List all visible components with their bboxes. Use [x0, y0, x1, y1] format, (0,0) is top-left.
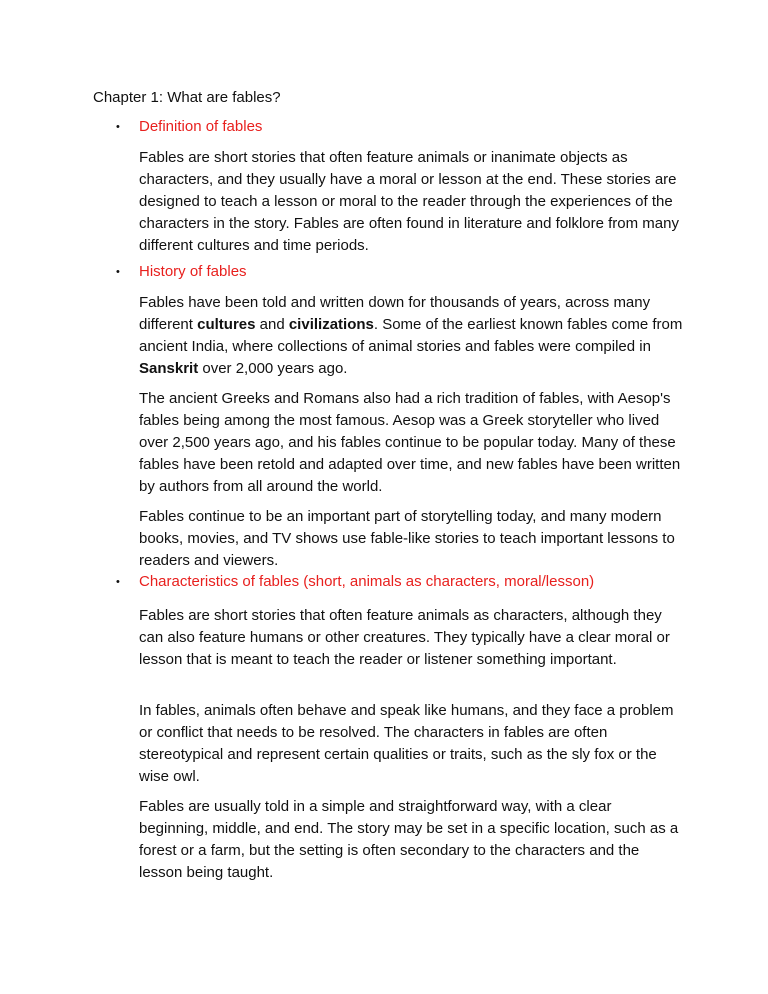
paragraph: The ancient Greeks and Romans also had a rich tradition of fables, with Aesop's fables being among the most famous. Aesop was a Greek storyteller who lived over 2,500 years ago, and his fables continue to be popular today. Many of these fables have been retold and adapted over time, and new fables have been written by authors from all around the world.	[139, 390, 681, 495]
paragraph: Fables are short stories that often feature animals or inanimate objects as characters, and they usually have a moral or lesson at the end. These stories are designed to teach a lesson or moral to the reader through the experiences of the characters in the story. Fables are often found in literature and folklore from many different cultures and time periods.	[139, 149, 679, 254]
bold-term: Sanskrit	[139, 360, 199, 377]
section-heading: Definition of fables	[139, 118, 263, 135]
section-heading: History of fables	[139, 263, 247, 280]
bold-term: cultures	[197, 316, 256, 333]
paragraph: Fables are usually told in a simple and straightforward way, with a clear beginning, middle, and end. The story may be set in a specific location, such as a forest or a farm, but the setting is often secondary to the characters and the lesson being taught.	[139, 798, 679, 881]
chapter-title: Chapter 1: What are fables?	[93, 89, 281, 106]
bullet-icon: •	[116, 576, 120, 588]
bullet-icon: •	[116, 121, 120, 133]
paragraph: Fables have been told and written down for thousands of years, across many different cultures and civilizations. Some of the earliest known fables come from ancient India, where collections of animal stories and fables were compiled in Sanskrit over 2,000 years ago.	[139, 294, 683, 377]
bullet-icon: •	[116, 266, 120, 278]
paragraph: In fables, animals often behave and speak like humans, and they face a problem or conflict that needs to be resolved. The characters in fables are often stereotypical and represent certain qualities or traits, such as the sly fox or the wise owl.	[139, 702, 674, 785]
paragraph: Fables continue to be an important part of storytelling today, and many modern books, movies, and TV shows use fable-like stories to teach important lessons to readers and viewers.	[139, 508, 675, 569]
paragraph: Fables are short stories that often feature animals as characters, although they can also feature humans or other creatures. They typically have a clear moral or lesson that is meant to teach the reader or listener something important.	[139, 607, 670, 668]
section-heading: Characteristics of fables (short, animals as characters, moral/lesson)	[139, 573, 595, 590]
bold-term: civilizations	[288, 316, 374, 333]
